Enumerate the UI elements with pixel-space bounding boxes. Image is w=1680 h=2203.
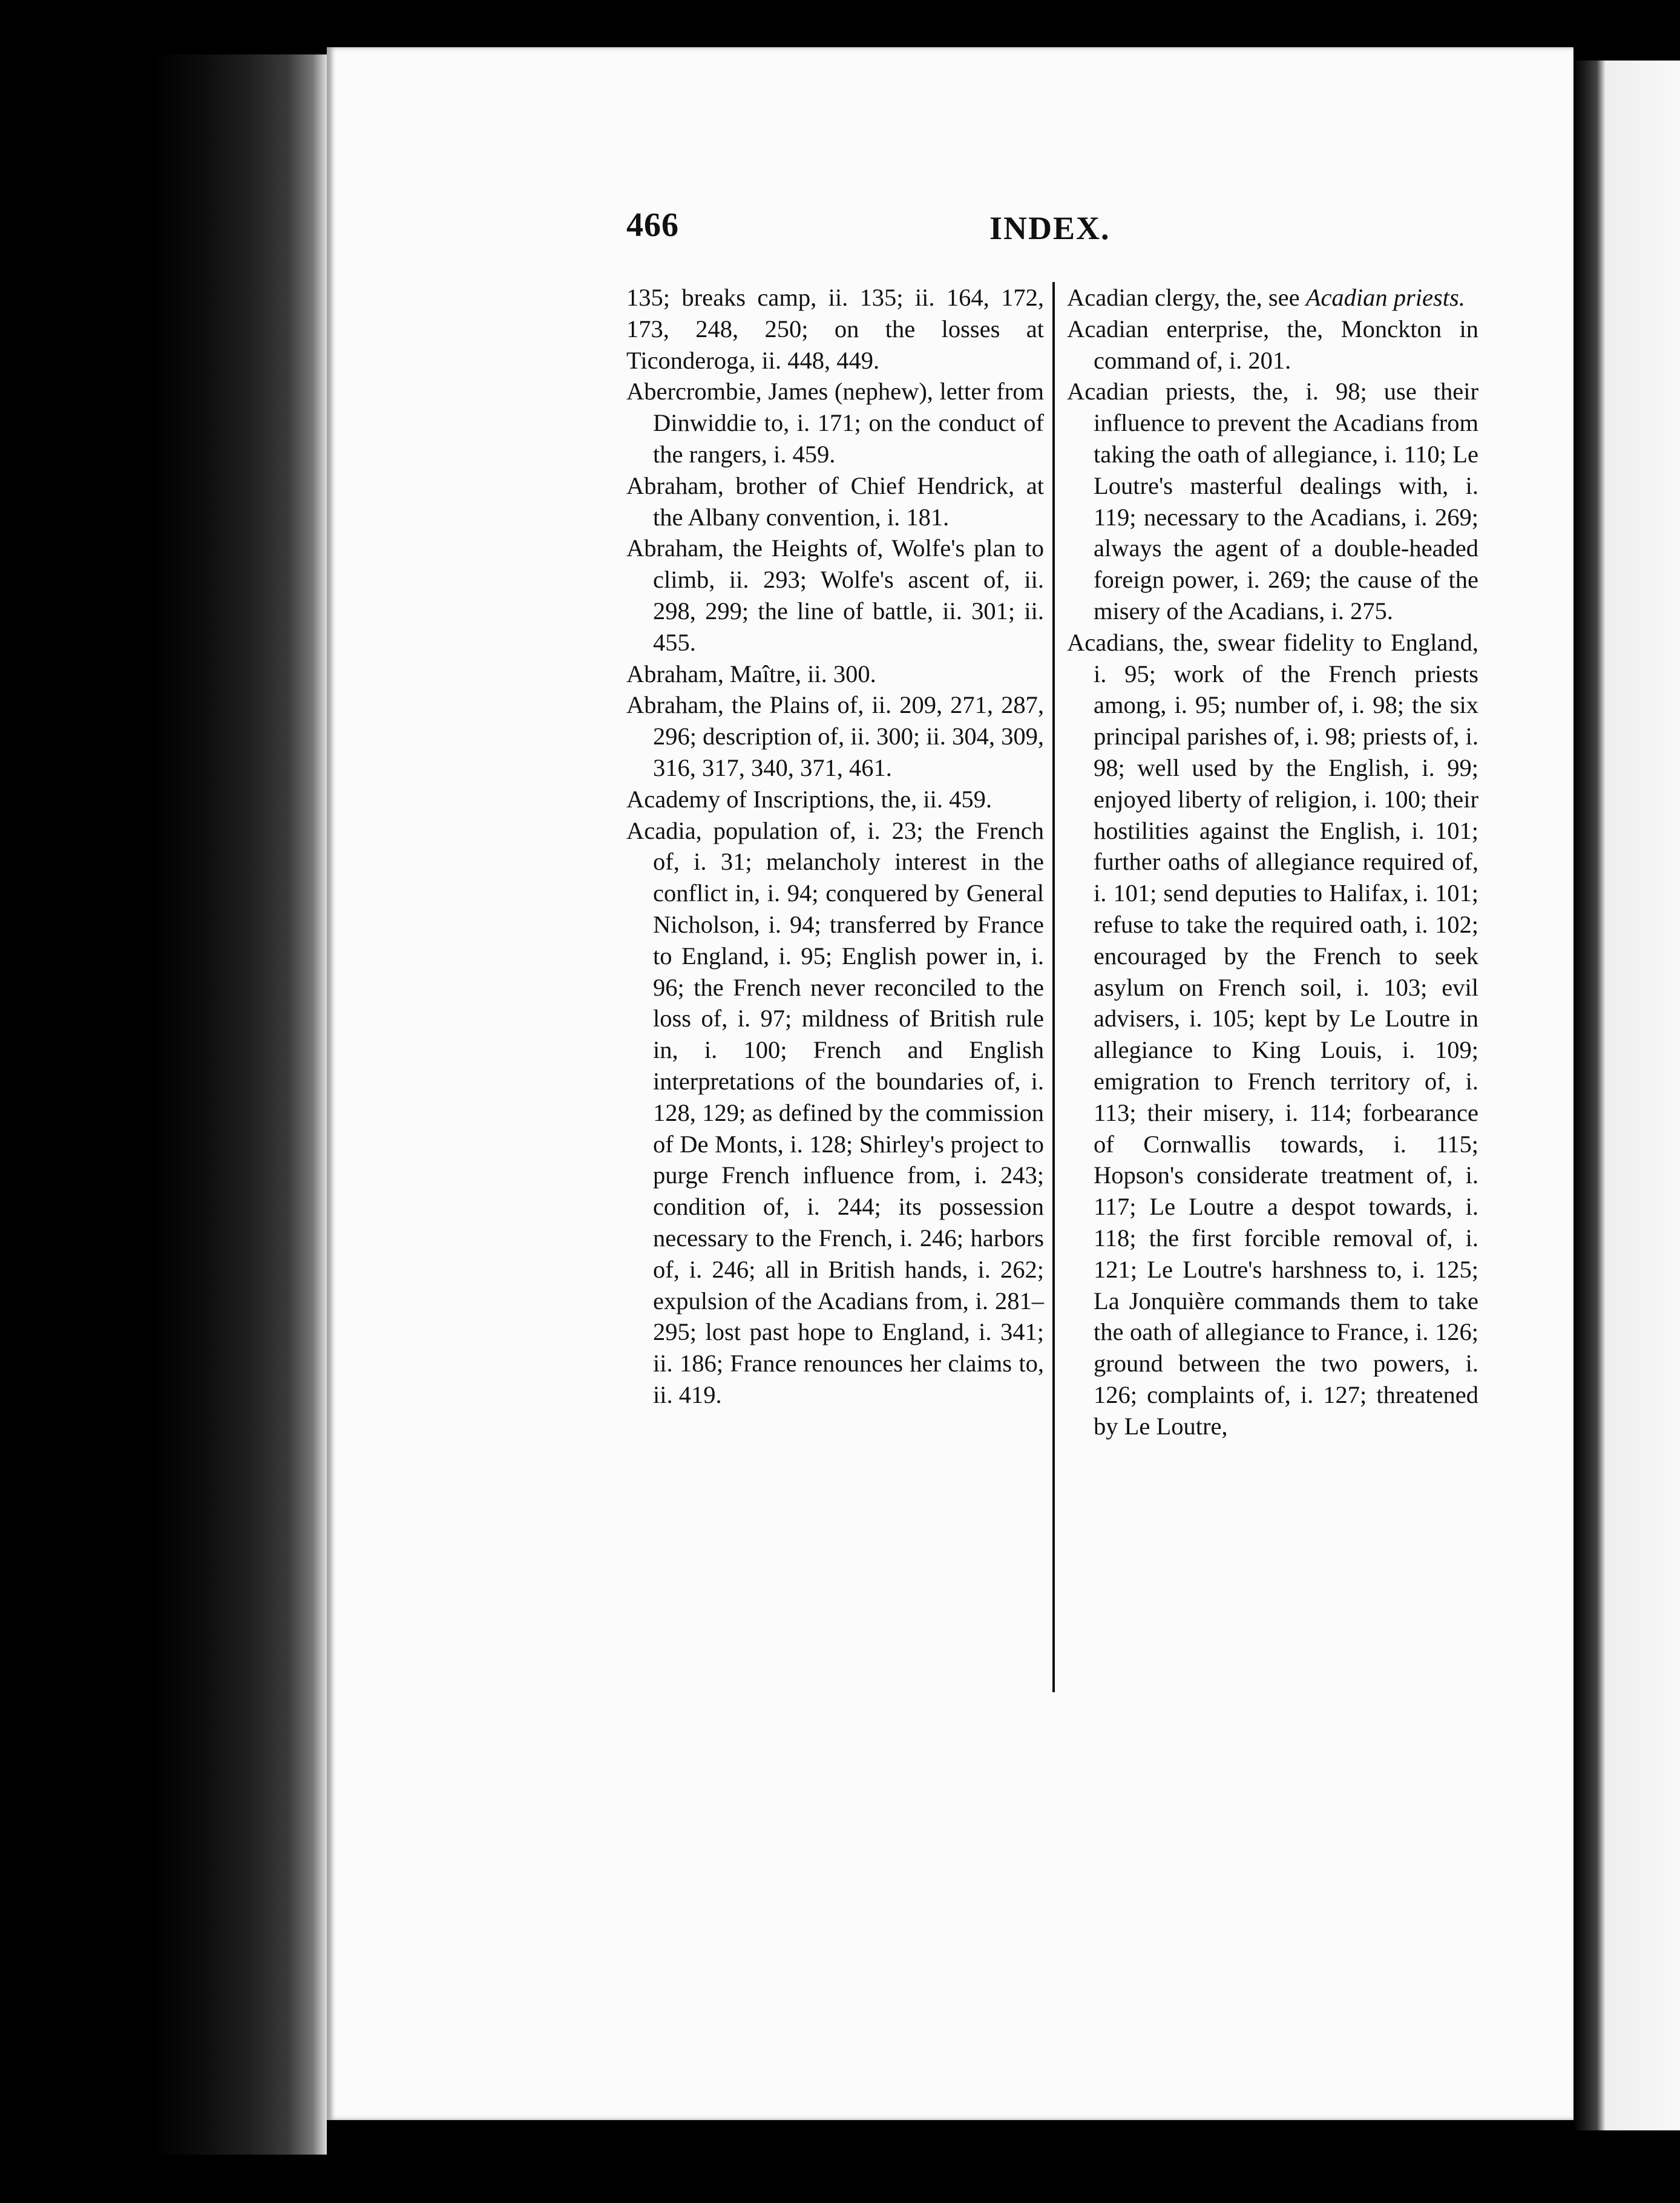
index-entry-text: Acadian clergy, the, see — [1067, 284, 1306, 311]
facing-page-edge — [1573, 61, 1680, 2130]
column-divider — [1052, 282, 1055, 1692]
index-entry: Abraham, brother of Chief Hendrick, at the Albany convention, i. 181. — [626, 471, 1044, 531]
index-entry: Abraham, the Plains of, ii. 209, 271, 287, 296; description of, ii. 300; ii. 304, 309, 316, 317, 340, 371, 461. — [626, 691, 1044, 781]
index-entry: Acadians, the, swear fidelity to England, i. 95; work of the French priests among, i. 95; number of, i. 98; the six principal parishes of, i. 98; priests of, i. 98; well used by the English, i. 99; enjoyed liberty of religion, i. 100; their hostilities against the English, i. 101; further oaths of allegiance required of, i. 101; send deputies to Halifax, i. 101; refuse to take the required oath, i. 102; encouraged by the French to seek asylum on French soil, i. 103; evil advisers, i. 105; kept by Le Loutre in allegiance to King Louis, i. 109; emigration to French territory of, i. 113; their misery, i. 114; forbearance of Cornwallis towards, i. 115; Hopson's considerate treatment of, i. 117; Le Loutre a despot towards, i. 118; the first forcible removal of, i. 121; Le Loutre's harshness to, i. 125; La Jonquière commands them to take the oath of allegiance to France, i. 126; ground between the two powers, i. 126; complaints of, i. 127; threatened by Le Loutre, — [1067, 628, 1478, 1440]
index-column-right — [1067, 282, 1478, 1442]
see-reference: Acadian priests. — [1305, 284, 1465, 311]
index-entry: Acadia, population of, i. 23; the French of, i. 31; melancholy interest in the conflict in, i. 94; conquered by General Nicholson, i. 94; transferred by France to England, i. 95; English power in, i. 96; the French never reconciled to the loss of, i. 97; mildness of British rule in, i. 100; French and English interpretations of the boundaries of, i. 128, 129; as defined by the commission of De Monts, i. 128; Shirley's project to purge French influence from, i. 243; condition of, i. 244; its possession necessary to the French, i. 246; harbors of, i. 246; all in British hands, i. 262; expulsion of the Acadians from, i. 281–295; lost past hope to England, i. 341; ii. 186; France renounces her claims to, ii. 419. — [626, 816, 1044, 1408]
index-entry: Abercrombie, James (nephew), letter from Dinwiddie to, i. 171; on the conduct of the rangers, i. 459. — [626, 378, 1044, 468]
index-column-left — [626, 282, 1044, 1411]
index-entry: Academy of Inscriptions, the, ii. 459. — [626, 785, 992, 813]
index-entry-continuation: 135; breaks camp, ii. 135; ii. 164, 172, 173, 248, 250; on the losses at Ticonderoga, ii. 448, 449. — [626, 284, 1044, 374]
book-fore-edge — [151, 54, 327, 2155]
page-number: 466 — [626, 206, 679, 244]
index-entry: Abraham, the Heights of, Wolfe's plan to climb, ii. 293; Wolfe's ascent of, ii. 298, 299; the line of battle, ii. 301; ii. 455. — [626, 534, 1044, 656]
index-entry: Abraham, Maître, ii. 300. — [626, 660, 876, 688]
index-entry: Acadian priests, the, i. 98; use their influence to prevent the Acadians from taking the oath of allegiance, i. 110; Le Loutre's masterful dealings with, i. 119; necessary to the Acadians, i. 269; always the agent of a double-headed foreign power, i. 269; the cause of the misery of the Acadians, i. 275. — [1067, 378, 1478, 625]
running-title: INDEX. — [989, 210, 1111, 246]
index-entry — [1067, 282, 1478, 314]
page-header — [626, 206, 1480, 254]
index-entry: Acadian enterprise, the, Monckton in command of, i. 201. — [1067, 315, 1478, 374]
